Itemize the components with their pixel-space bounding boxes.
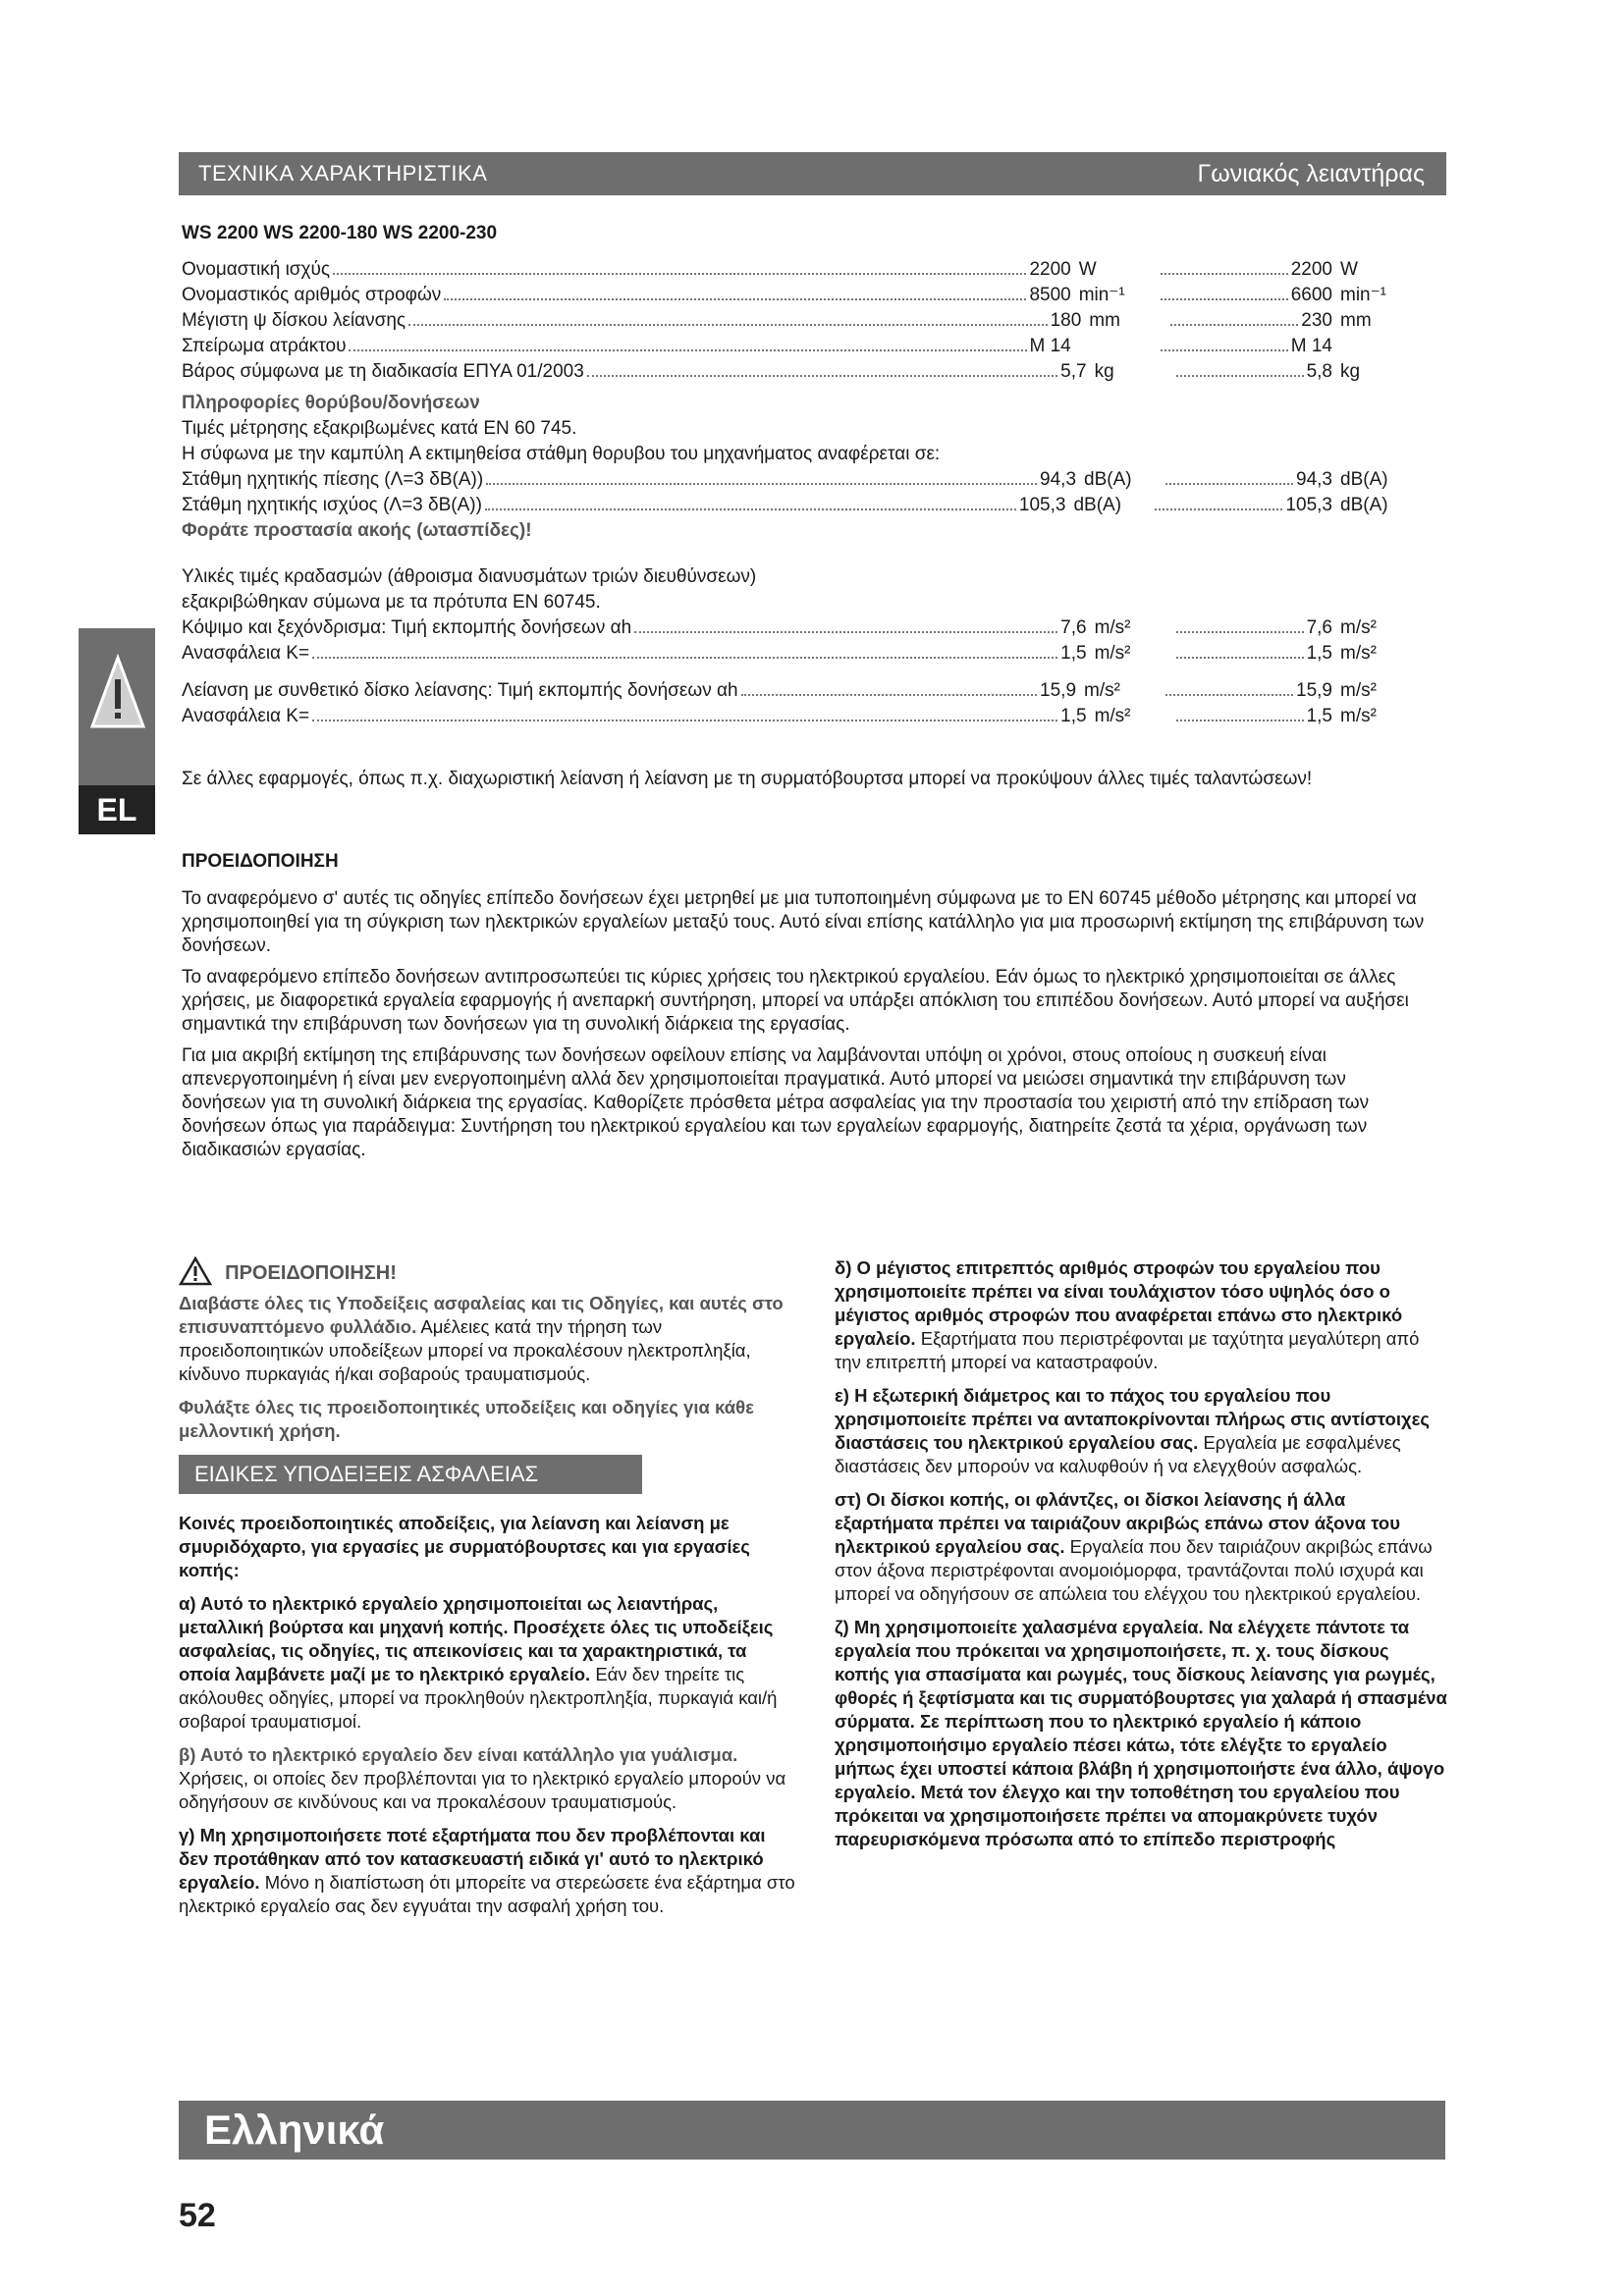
specs-value-2: 5,8 — [1306, 361, 1332, 382]
warning-p1: Το αναφερόμενο σ' αυτές τις οδηγίες επίπεδο δονήσεων έχει μετρηθεί με μια τυποποιημένη σύμφωνα με το EN 60745 μέθοδο μέτρησης και μπορεί να χρησιμοποιηθεί για τη σύγκριση των ηλεκτρικών εργαλείων μεταξύ τους. Αυτό είναι επίσης κατάλληλο για μια προσωρινή εκτίμηση της επιβάρυνση των δονήσεων. — [182, 888, 1425, 956]
header-title: ΤΕΧΝΙΚΑ ΧΑΡΑΚΤΗΡΙΣΤΙΚΑ — [198, 161, 488, 186]
vibration-line1: Υλικές τιμές κραδασμών (άθροισμα διανυσμάτων τριών διευθύνσεων) — [182, 566, 757, 587]
safety-intro: Κοινές προειδοποιητικές αποδείξεις, για λείανση και λείανση με σμυριδόχαρτο, για εργασίες με συρματόβουρτσες και για εργασίες κοπής: — [179, 1513, 750, 1580]
vibration.rows-unit-1: m/s² — [1094, 643, 1131, 664]
item-b-bold: β) Αυτό το ηλεκτρικό εργαλείο δεν είναι κατάλληλο για γυάλισμα. — [179, 1744, 738, 1765]
vibration-rows — [182, 615, 1419, 729]
warning-title: ΠΡΟΕΙΔΟΠΟΙΗΣΗ — [182, 851, 339, 872]
specs-unit-2: W — [1340, 259, 1358, 280]
vibration.rows-value-1: 7,6 — [1060, 617, 1087, 638]
leader-dots — [1161, 298, 1288, 300]
right-column — [835, 1256, 1448, 1861]
specs-label: Ονομαστικός αριθμός στροφών — [182, 285, 442, 305]
leader-dots — [1176, 631, 1304, 633]
left-warning-bold: Διαβάστε όλες τις Υποδείξεις ασφαλείας και τις Οδηγίες, και αυτές στο επισυναπτόμενο φυλλάδιο. — [179, 1293, 784, 1337]
noise.rows-value-1: 105,3 — [1018, 495, 1066, 515]
specs-unit-2: mm — [1340, 310, 1372, 331]
noise-heading: Πληροφορίες θορύβου/δονήσεων — [182, 393, 480, 413]
specs-value-1: M 14 — [1029, 336, 1071, 356]
header-subtitle: Γωνιακός λειαντήρας — [1197, 160, 1425, 187]
leader-dots — [1165, 483, 1293, 485]
footer-language-bar — [179, 2101, 1445, 2160]
noise-line2: Η σύφωνα με την καμπύλη A εκτιμηθείσα στάθμη θορυβου του μηχανήματος αναφέρεται σε: — [182, 444, 941, 464]
vibration.rows-row — [182, 704, 1419, 729]
leader-dots — [312, 657, 1057, 659]
specs-value-2: M 14 — [1290, 336, 1332, 356]
item-c-bold: γ) Μη χρησιμοποιήσετε ποτέ εξαρτήματα που δεν προβλέπονται και δεν προτάθηκαν από τον κατασκευαστή ειδικά γι' αυτό το ηλεκτρικό εργαλείο. — [179, 1825, 766, 1893]
warning-p3: Για μια ακριβή εκτίμηση της επιβάρυνσης των δονήσεων οφείλουν επίσης να λαμβάνονται υπόψη οι χρόνοι, στους οποίους η συσκευή είναι απενεργοποιημένη ή είναι μεν ενεργοποιημένη αλλά δεν χρησιμοποιείται πραγματικά. Αυτό μπορεί να μειώσει σημαντικά την επιβάρυνση των δονήσεων για τη συνολική διάρκεια της εργασίας. Καθορίζετε πρόσθετα μέτρα ασφαλείας για την προστασία του χειριστή από την επίδραση των δονήσεων όπως για παράδειγμα: Συντήρηση του ηλεκτρικού εργαλείου και των εργαλείων εφαρμογής, διατηρείτε ζεστά τα χέρια, οργάνωση των διαδικασιών εργασίας. — [182, 1045, 1370, 1160]
leader-dots — [349, 349, 1026, 351]
model-list: WS 2200 WS 2200-180 WS 2200-230 — [182, 223, 498, 243]
noise.rows-unit-1: dB(A) — [1084, 469, 1132, 490]
noise.rows-unit-1: dB(A) — [1073, 495, 1122, 515]
item-d-text: Εξαρτήματα που περιστρέφονται με ταχύτητα μεγαλύτερη από την επιτρεπτή μπορεί να καταστραφούν. — [835, 1328, 1420, 1372]
specs-value-2: 2200 — [1290, 259, 1332, 280]
left-warning-title: ΠΡΟΕΙΔΟΠΟΙΗΣΗ! — [225, 1261, 397, 1284]
vibration.rows-value-2: 7,6 — [1306, 617, 1332, 638]
specs-label: Βάρος σύμφωνα με τη διαδικασία ΕΠΥΑ 01/2003 — [182, 361, 584, 382]
specs-unit-2: min⁻¹ — [1340, 285, 1386, 305]
leader-dots — [1155, 508, 1282, 510]
warning-triangle-icon — [90, 648, 145, 756]
vibration.rows-unit-2: m/s² — [1340, 617, 1377, 638]
specs-value-2: 230 — [1301, 310, 1332, 331]
language-tab: EL — [79, 785, 155, 834]
specs-row — [182, 359, 1419, 385]
header-bar — [179, 152, 1446, 195]
specs-value-1: 180 — [1050, 310, 1082, 331]
noise.rows-unit-2: dB(A) — [1340, 469, 1388, 490]
keep-instructions: Φυλάξτε όλες τις προειδοποιητικές υποδείξεις και οδηγίες για κάθε μελλοντική χρήση. — [179, 1397, 754, 1441]
safety-section-bar: ΕΙΔΙΚΕΣ ΥΠΟΔΕΙΞΕΙΣ ΑΣΦΑΛΕΙΑΣ — [179, 1455, 642, 1494]
noise.rows-unit-2: dB(A) — [1340, 495, 1388, 515]
ear-protection: Φοράτε προστασία ακοής (ωτασπίδες)! — [182, 520, 532, 541]
noise-line1: Τιμές μέτρησης εξακριβωμένες κατά EN 60 745. — [182, 418, 577, 439]
leader-dots — [408, 324, 1048, 326]
noise.rows-value-1: 94,3 — [1040, 469, 1077, 490]
specs-row — [182, 308, 1419, 334]
vibration.rows-row — [182, 615, 1419, 641]
noise.rows-label: Στάθμη ηχητικής ισχύος (Λ=3 δB(A)) — [182, 495, 482, 515]
item-e-text: Εργαλεία με εσφαλμένες διαστάσεις δεν μπορούν να καλυφθούν ή να ελεγχθούν ασφαλώς. — [835, 1432, 1401, 1476]
specs-row — [182, 283, 1419, 308]
specs-unit-1: W — [1078, 259, 1097, 280]
specs-unit-1: min⁻¹ — [1078, 285, 1125, 305]
warning-small-icon — [179, 1256, 212, 1292]
item-e-bold: ε) Η εξωτερική διάμετρος και το πάχος του εργαλείου που χρησιμοποιείτε πρέπει να ανταποκρίνονται πλήρως στις αντίστοιχες διαστάσεις του ηλεκτρικού εργαλείου σας. — [835, 1385, 1431, 1453]
noise.rows-row — [182, 467, 1419, 493]
footer-language: Ελληνικά — [204, 2107, 385, 2153]
vibration.rows-unit-1: m/s² — [1084, 680, 1120, 701]
left-column — [179, 1256, 797, 1928]
vibration.rows-value-2: 15,9 — [1296, 680, 1332, 701]
item-st-text: Εργαλεία που δεν ταιριάζουν ακριβώς επάνω στον άξονα περιστρέφονται ανομοιόμορφα, τραντάζονται πολύ ισχυρά και μπορεί να οδηγήσουν σε απώλεια του ελέγχου του ηλεκτρικού εργαλείου. — [835, 1536, 1433, 1604]
leader-dots — [1176, 720, 1304, 721]
specs-value-1: 5,7 — [1060, 361, 1087, 382]
leader-dots — [444, 298, 1026, 300]
specs-unit-1: kg — [1094, 361, 1114, 382]
leader-dots — [741, 694, 1038, 696]
specs-value-1: 8500 — [1029, 285, 1071, 305]
vibration.rows-unit-2: m/s² — [1340, 680, 1377, 701]
item-d-bold: δ) Ο μέγιστος επιτρεπτός αριθμός στροφών του εργαλείου που χρησιμοποιείτε πρέπει να είναι τουλάχιστον τόσο υψηλός όσο ο μέγιστος αριθμός στροφών που αναφέρεται επάνω στο ηλεκτρικό εργαλείο. — [835, 1257, 1403, 1349]
vibration.rows-value-1: 15,9 — [1040, 680, 1077, 701]
vibration-section — [182, 564, 1419, 729]
noise-section — [182, 391, 1419, 544]
leader-dots — [1165, 694, 1293, 696]
vibration.rows-unit-1: m/s² — [1094, 706, 1131, 726]
vibration.rows-unit-1: m/s² — [1094, 617, 1131, 638]
leader-dots — [634, 631, 1057, 633]
vibration.rows-value-2: 1,5 — [1306, 706, 1332, 726]
leader-dots — [1161, 349, 1288, 351]
vibration.rows-unit-2: m/s² — [1340, 706, 1377, 726]
specs-unit-2: kg — [1340, 361, 1361, 382]
specs-unit-1: mm — [1089, 310, 1120, 331]
noise-rows — [182, 467, 1419, 518]
leader-dots — [1161, 273, 1288, 275]
noise.rows-value-2: 94,3 — [1296, 469, 1332, 490]
vibration-note: Σε άλλες εφαρμογές, όπως π.χ. διαχωριστική λείανση ή λείανση με τη συρματόβουρτσα μπορεί να προκύψουν άλλες τιμές ταλαντώσεων! — [182, 769, 1313, 789]
noise.rows-value-2: 105,3 — [1285, 495, 1332, 515]
noise.rows-row — [182, 493, 1419, 518]
item-a-bold: α) Αυτό το ηλεκτρικό εργαλείο χρησιμοποιείται ως λειαντήρας, μεταλλική βούρτσα και μηχανή κοπής. Προσέχετε όλες τις υποδείξεις ασφαλείας, τις οδηγίες, τις απεικονίσεις και τα χαρακτηριστικά, τα οποία λαμβάνετε μαζί με το ηλεκτρικό εργαλείο. — [179, 1593, 774, 1684]
spec-table — [182, 257, 1419, 385]
vibration.rows-value-2: 1,5 — [1306, 643, 1332, 664]
leader-dots — [333, 273, 1026, 275]
specs-row — [182, 257, 1419, 283]
vibration.rows-label: Κόψιμο και ξεχόνδρισμα: Τιμή εκπομπής δονήσεων αh — [182, 617, 632, 638]
vibration.rows-label: Ανασφάλεια K= — [182, 706, 310, 726]
vibration.rows-label: Λείανση με συνθετικό δίσκο λείανσης: Τιμή εκπομπής δονήσεων αh — [182, 680, 738, 701]
warning-section — [182, 850, 1429, 1162]
vibration.rows-row — [182, 641, 1419, 667]
specs-label: Σπείρωμα ατράκτου — [182, 336, 347, 356]
item-b-text: Χρήσεις, οι οποίες δεν προβλέπονται για το ηλεκτρικό εργαλείο μπορούν να οδηγήσουν σε κινδύνους και να προκαλέσουν τραυματισμούς. — [179, 1768, 786, 1812]
leader-dots — [1170, 324, 1298, 326]
item-z-bold: ζ) Μη χρησιμοποιείτε χαλασμένα εργαλεία. Να ελέγχετε πάντοτε τα εργαλεία που πρόκειται να χρησιμοποιήσετε, π. χ. τους δίσκους κοπής για σπασίματα και ρωγμές, τους δίσκους λείανσης για ρωγμές, φθορές ή ξεφτίσματα και τις συρματόβουρτσες για χαλαρά ή σπασμένα σύρματα. Σε περίπτωση που το ηλεκτρικό εργαλείο ή κάποιο χρησιμοποιήσιμο εργαλείο πέσει κάτω, τότε ελέγξτε το εργαλείο μήπως έχει υποστεί κάποια βλάβη ή χρησιμοποιήστε ένα άλλο, άψογο εργαλείο. Μετά τον έλεγχο και την τοποθέτηση του εργαλείου που πρόκειται να χρησιμοποιήσετε πρέπει να απομακρύνετε τυχόν παρευρισκόμενα πρόσωπα από το επίπεδο περιστροφής — [835, 1617, 1447, 1849]
left-warning-text: Αμέλειες κατά την τήρηση των προειδοποιητικών υποδείξεων μπορεί να προκαλέσουν ηλεκτροπληξία, κίνδυνο πυρκαγιάς ή/και σοβαρούς τραυματισμούς. — [179, 1316, 751, 1384]
leader-dots — [312, 720, 1057, 721]
specs-row — [182, 334, 1419, 359]
item-st-bold: στ) Οι δίσκοι κοπής, οι φλάντζες, οι δίσκοι λείανσης ή άλλα εξαρτήματα πρέπει να ταιριάζουν ακριβώς επάνω στον άξονα του ηλεκτρικού εργαλείου σας. — [835, 1489, 1401, 1557]
specs-label: Μέγιστη ψ δίσκου λείανσης — [182, 310, 406, 331]
noise.rows-label: Στάθμη ηχητικής πίεσης (Λ=3 δB(A)) — [182, 469, 484, 490]
specs-label: Ονομαστική ισχύς — [182, 259, 331, 280]
vibration.rows-unit-2: m/s² — [1340, 643, 1377, 664]
leader-dots — [587, 375, 1057, 377]
item-c-text: Μόνο η διαπίστωση ότι μπορείτε να στερεώσετε ένα εξάρτημα στο ηλεκτρικό εργαλείο σας δεν εγγυάται την ασφαλή χρήση του. — [179, 1872, 795, 1916]
page-number: 52 — [179, 2197, 216, 2234]
leader-dots — [1176, 657, 1304, 659]
specs-value-2: 6600 — [1290, 285, 1332, 305]
specs-value-1: 2200 — [1029, 259, 1071, 280]
vibration.rows-row — [182, 678, 1419, 704]
item-a-text: Εάν δεν τηρείτε τις ακόλουθες οδηγίες, μπορεί να προκληθούν ηλεκτροπληξία, πυρκαγιά και/ή σοβαροί τραυματισμοί. — [179, 1664, 778, 1732]
warning-p2: Το αναφερόμενο επίπεδο δονήσεων αντιπροσωπεύει τις κύριες χρήσεις του ηλεκτρικού εργαλείου. Εάν όμως το ηλεκτρικό χρησιμοποιείται σε άλλες χρήσεις, με διαφορετικά εργαλεία εφαρμογής ή ανεπαρκή συντήρηση, μπορεί να υπάρξει απόκλιση του επιπέδου δονήσεων. Αυτό μπορεί να αυξήσει σημαντικά την επιβάρυνση των δονήσεων για τη συνολική διάρκεια της εργασίας. — [182, 967, 1409, 1035]
vibration.rows-label: Ανασφάλεια K= — [182, 643, 310, 664]
vibration.rows-value-1: 1,5 — [1060, 706, 1087, 726]
vibration.rows-value-1: 1,5 — [1060, 643, 1087, 664]
vibration-line2: εξακριβώθηκαν σύμωνα με τα πρότυπα EN 60745. — [182, 592, 601, 613]
leader-dots — [485, 508, 1016, 510]
leader-dots — [1176, 375, 1304, 377]
leader-dots — [486, 483, 1037, 485]
